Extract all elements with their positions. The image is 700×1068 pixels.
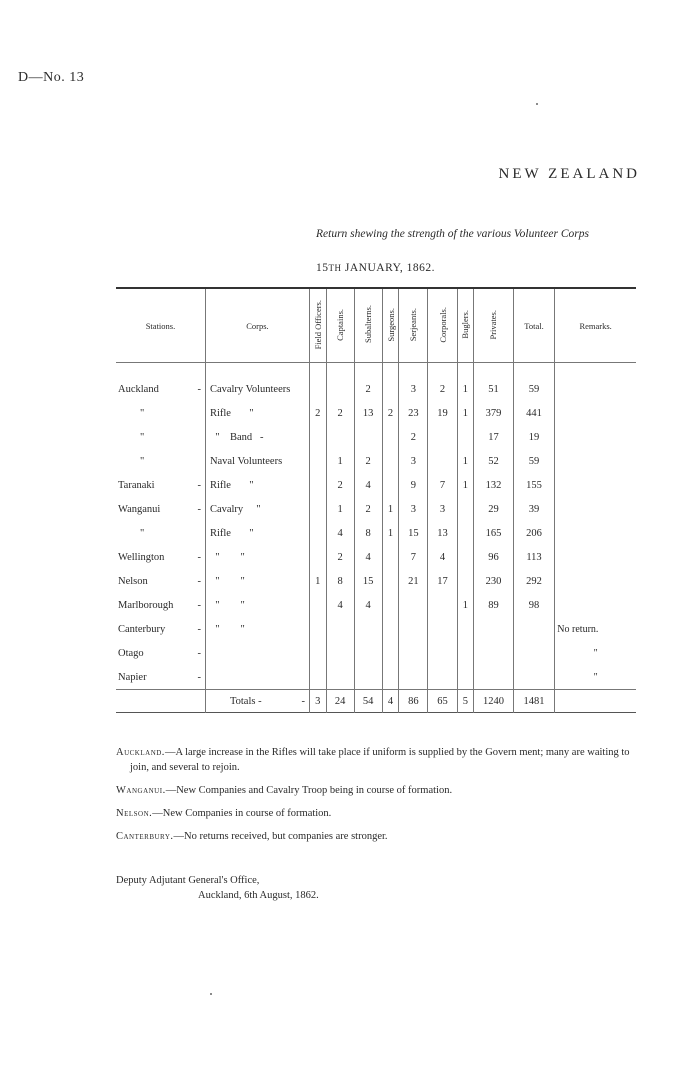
subalterns-cell: 8 bbox=[354, 521, 382, 545]
serjeants-cell bbox=[399, 641, 428, 665]
corps-cell bbox=[205, 641, 309, 665]
corporals-cell: 13 bbox=[428, 521, 457, 545]
field-officers-cell bbox=[309, 521, 326, 545]
serjeants-cell bbox=[399, 617, 428, 641]
totals-label: Totals - - bbox=[205, 690, 309, 713]
signature-office: Deputy Adjutant General's Office, bbox=[116, 875, 260, 886]
surgeons-cell bbox=[382, 363, 399, 402]
privates-cell bbox=[474, 617, 514, 641]
note-text: —A large increase in the Rifles will take place if uniform is supplied by the Govern ment; many are waiting to join, and several to rejoin. bbox=[130, 747, 630, 773]
document-number: D—No. 13 bbox=[18, 70, 85, 85]
buglers-cell bbox=[457, 497, 474, 521]
totals-station-cell bbox=[116, 690, 205, 713]
total-cell bbox=[513, 641, 555, 665]
station-cell: " bbox=[140, 407, 145, 419]
note-paragraph bbox=[116, 745, 646, 775]
surgeons-cell bbox=[382, 473, 399, 497]
buglers-cell bbox=[457, 521, 474, 545]
header-subalterns: Subalterns. bbox=[354, 288, 382, 363]
surgeons-cell bbox=[382, 665, 399, 690]
captains-cell bbox=[326, 617, 354, 641]
corporals-cell bbox=[428, 617, 457, 641]
serjeants-cell: 2 bbox=[399, 425, 428, 449]
serjeants-cell: 3 bbox=[399, 497, 428, 521]
corps-cell: " Band - bbox=[205, 425, 309, 449]
table-row bbox=[116, 363, 636, 402]
totals-field-officers: 3 bbox=[309, 690, 326, 713]
corps-cell: Naval Volunteers bbox=[205, 449, 309, 473]
header-corps: Corps. bbox=[205, 288, 309, 363]
table-row bbox=[116, 521, 636, 545]
total-cell: 206 bbox=[513, 521, 555, 545]
note-heading: Auckland. bbox=[116, 747, 165, 758]
note-text: —New Companies in course of formation. bbox=[152, 808, 332, 819]
remarks-cell bbox=[555, 401, 636, 425]
subalterns-cell: 15 bbox=[354, 569, 382, 593]
corporals-cell: 3 bbox=[428, 497, 457, 521]
serjeants-cell: 3 bbox=[399, 363, 428, 402]
remarks-cell bbox=[555, 521, 636, 545]
remarks-cell: " bbox=[555, 641, 636, 665]
field-officers-cell bbox=[309, 425, 326, 449]
header-privates: Privates. bbox=[474, 288, 514, 363]
field-officers-cell bbox=[309, 363, 326, 402]
subalterns-cell: 13 bbox=[354, 401, 382, 425]
totals-serjeants: 86 bbox=[399, 690, 428, 713]
table-row bbox=[116, 593, 636, 617]
remarks-cell bbox=[555, 449, 636, 473]
captains-cell: 4 bbox=[326, 593, 354, 617]
subalterns-cell: 2 bbox=[354, 497, 382, 521]
corps-cell: " " bbox=[205, 593, 309, 617]
corporals-cell: 2 bbox=[428, 363, 457, 402]
return-date bbox=[316, 262, 435, 274]
total-cell: 59 bbox=[513, 363, 555, 402]
privates-cell bbox=[474, 641, 514, 665]
totals-remarks bbox=[555, 690, 636, 713]
total-cell: 292 bbox=[513, 569, 555, 593]
signature-place-date: Auckland, 6th August, 1862. bbox=[198, 890, 319, 901]
corporals-cell: 4 bbox=[428, 545, 457, 569]
captains-cell bbox=[326, 665, 354, 690]
buglers-cell: 1 bbox=[457, 593, 474, 617]
captains-cell bbox=[326, 641, 354, 665]
station-cell: Wanganui - bbox=[118, 503, 201, 515]
header-corporals: Corporals. bbox=[428, 288, 457, 363]
field-officers-cell bbox=[309, 617, 326, 641]
buglers-cell bbox=[457, 665, 474, 690]
serjeants-cell: 3 bbox=[399, 449, 428, 473]
field-officers-cell: 1 bbox=[309, 569, 326, 593]
corporals-cell: 19 bbox=[428, 401, 457, 425]
signature-block bbox=[116, 873, 319, 903]
station-cell: Taranaki - bbox=[118, 479, 201, 491]
corps-cell: Rifle " bbox=[205, 473, 309, 497]
header-stations: Stations. bbox=[116, 288, 205, 363]
header-surgeons: Surgeons. bbox=[382, 288, 399, 363]
total-cell: 98 bbox=[513, 593, 555, 617]
date-month-year: JANUARY, 1862. bbox=[344, 262, 436, 274]
note-text: —New Companies and Cavalry Troop being in course of formation. bbox=[165, 785, 453, 796]
table-row bbox=[116, 497, 636, 521]
corporals-cell: 7 bbox=[428, 473, 457, 497]
note-heading: Canterbury. bbox=[116, 831, 174, 842]
remarks-cell: No return. bbox=[555, 617, 636, 641]
totals-subalterns: 54 bbox=[354, 690, 382, 713]
subalterns-cell: 2 bbox=[354, 449, 382, 473]
corps-cell: " " bbox=[205, 617, 309, 641]
totals-privates: 1240 bbox=[474, 690, 514, 713]
captains-cell: 2 bbox=[326, 401, 354, 425]
remarks-cell bbox=[555, 545, 636, 569]
header-total: Total. bbox=[513, 288, 555, 363]
subalterns-cell bbox=[354, 665, 382, 690]
buglers-cell bbox=[457, 545, 474, 569]
surgeons-cell bbox=[382, 617, 399, 641]
table-header-row bbox=[116, 288, 636, 363]
table-row bbox=[116, 665, 636, 690]
remarks-cell bbox=[555, 473, 636, 497]
corporals-cell bbox=[428, 641, 457, 665]
table-row bbox=[116, 401, 636, 425]
buglers-cell: 1 bbox=[457, 363, 474, 402]
captains-cell: 2 bbox=[326, 545, 354, 569]
remarks-cell: " bbox=[555, 665, 636, 690]
serjeants-cell: 23 bbox=[399, 401, 428, 425]
field-officers-cell bbox=[309, 545, 326, 569]
print-speck bbox=[536, 103, 538, 105]
country-heading: NEW ZEALAND bbox=[498, 166, 640, 182]
total-cell: 113 bbox=[513, 545, 555, 569]
buglers-cell: 1 bbox=[457, 449, 474, 473]
date-day: 15 bbox=[316, 262, 329, 274]
table-row bbox=[116, 449, 636, 473]
buglers-cell bbox=[457, 425, 474, 449]
corporals-cell bbox=[428, 665, 457, 690]
field-officers-cell bbox=[309, 641, 326, 665]
captains-cell: 8 bbox=[326, 569, 354, 593]
notes-section bbox=[116, 745, 646, 852]
captains-cell bbox=[326, 425, 354, 449]
total-cell: 19 bbox=[513, 425, 555, 449]
station-cell: Canterbury - bbox=[118, 623, 201, 635]
buglers-cell bbox=[457, 641, 474, 665]
surgeons-cell: 1 bbox=[382, 497, 399, 521]
station-cell: Otago - bbox=[118, 647, 201, 659]
totals-corporals: 65 bbox=[428, 690, 457, 713]
table-row bbox=[116, 569, 636, 593]
privates-cell: 379 bbox=[474, 401, 514, 425]
station-cell: " bbox=[140, 527, 145, 539]
privates-cell bbox=[474, 665, 514, 690]
table-row bbox=[116, 617, 636, 641]
header-buglers: Buglers. bbox=[457, 288, 474, 363]
field-officers-cell: 2 bbox=[309, 401, 326, 425]
totals-buglers: 5 bbox=[457, 690, 474, 713]
surgeons-cell bbox=[382, 449, 399, 473]
surgeons-cell bbox=[382, 569, 399, 593]
date-ordinal: TH bbox=[328, 263, 342, 273]
total-cell: 59 bbox=[513, 449, 555, 473]
subalterns-cell: 4 bbox=[354, 473, 382, 497]
privates-cell: 52 bbox=[474, 449, 514, 473]
field-officers-cell bbox=[309, 665, 326, 690]
note-heading: Wanganui. bbox=[116, 785, 166, 796]
table-row bbox=[116, 473, 636, 497]
captains-cell: 2 bbox=[326, 473, 354, 497]
corporals-cell bbox=[428, 425, 457, 449]
serjeants-cell: 9 bbox=[399, 473, 428, 497]
return-subtitle: Return shewing the strength of the various Volunteer Corps bbox=[316, 228, 590, 240]
note-paragraph bbox=[116, 783, 646, 798]
note-text: —No returns received, but companies are stronger. bbox=[173, 831, 388, 842]
subalterns-cell bbox=[354, 425, 382, 449]
note-heading: Nelson. bbox=[116, 808, 153, 819]
surgeons-cell bbox=[382, 593, 399, 617]
field-officers-cell bbox=[309, 449, 326, 473]
corps-cell: Cavalry Volunteers bbox=[205, 363, 309, 402]
subalterns-cell: 2 bbox=[354, 363, 382, 402]
surgeons-cell bbox=[382, 425, 399, 449]
corps-cell: " " bbox=[205, 569, 309, 593]
table-row bbox=[116, 641, 636, 665]
surgeons-cell bbox=[382, 641, 399, 665]
remarks-cell bbox=[555, 425, 636, 449]
privates-cell: 165 bbox=[474, 521, 514, 545]
note-paragraph bbox=[116, 829, 646, 844]
station-cell: Marlborough - bbox=[118, 599, 201, 611]
remarks-cell bbox=[555, 569, 636, 593]
print-speck bbox=[210, 993, 212, 995]
corporals-cell: 17 bbox=[428, 569, 457, 593]
buglers-cell bbox=[457, 617, 474, 641]
station-cell: " bbox=[140, 455, 145, 467]
total-cell: 39 bbox=[513, 497, 555, 521]
header-field-officers: Field Officers. bbox=[309, 288, 326, 363]
privates-cell: 230 bbox=[474, 569, 514, 593]
buglers-cell: 1 bbox=[457, 401, 474, 425]
field-officers-cell bbox=[309, 497, 326, 521]
captains-cell: 1 bbox=[326, 497, 354, 521]
station-cell: Auckland - bbox=[118, 383, 201, 395]
corps-cell: Rifle " bbox=[205, 521, 309, 545]
corporals-cell bbox=[428, 593, 457, 617]
station-cell: " bbox=[140, 431, 145, 443]
station-cell: Nelson - bbox=[118, 575, 201, 587]
header-captains: Captains. bbox=[326, 288, 354, 363]
total-cell: 155 bbox=[513, 473, 555, 497]
header-serjeants: Serjeants. bbox=[399, 288, 428, 363]
serjeants-cell bbox=[399, 665, 428, 690]
note-paragraph bbox=[116, 806, 646, 821]
totals-surgeons: 4 bbox=[382, 690, 399, 713]
buglers-cell: 1 bbox=[457, 473, 474, 497]
privates-cell: 51 bbox=[474, 363, 514, 402]
corps-cell: Rifle " bbox=[205, 401, 309, 425]
totals-row bbox=[116, 690, 636, 713]
subalterns-cell: 4 bbox=[354, 545, 382, 569]
captains-cell: 1 bbox=[326, 449, 354, 473]
totals-captains: 24 bbox=[326, 690, 354, 713]
subalterns-cell bbox=[354, 617, 382, 641]
surgeons-cell: 1 bbox=[382, 521, 399, 545]
station-cell: Napier - bbox=[118, 671, 201, 683]
station-cell: Wellington - bbox=[118, 551, 201, 563]
privates-cell: 89 bbox=[474, 593, 514, 617]
table-row bbox=[116, 545, 636, 569]
corps-cell: Cavalry " bbox=[205, 497, 309, 521]
remarks-cell bbox=[555, 497, 636, 521]
table-row bbox=[116, 425, 636, 449]
serjeants-cell: 21 bbox=[399, 569, 428, 593]
serjeants-cell: 7 bbox=[399, 545, 428, 569]
corps-cell: " " bbox=[205, 545, 309, 569]
remarks-cell bbox=[555, 363, 636, 402]
corporals-cell bbox=[428, 449, 457, 473]
privates-cell: 96 bbox=[474, 545, 514, 569]
remarks-cell bbox=[555, 593, 636, 617]
privates-cell: 132 bbox=[474, 473, 514, 497]
captains-cell: 4 bbox=[326, 521, 354, 545]
surgeons-cell bbox=[382, 545, 399, 569]
buglers-cell bbox=[457, 569, 474, 593]
privates-cell: 17 bbox=[474, 425, 514, 449]
subalterns-cell: 4 bbox=[354, 593, 382, 617]
volunteer-strength-table bbox=[116, 287, 636, 713]
field-officers-cell bbox=[309, 593, 326, 617]
total-cell: 441 bbox=[513, 401, 555, 425]
totals-total: 1481 bbox=[513, 690, 555, 713]
total-cell bbox=[513, 617, 555, 641]
subalterns-cell bbox=[354, 641, 382, 665]
field-officers-cell bbox=[309, 473, 326, 497]
corps-cell bbox=[205, 665, 309, 690]
header-remarks: Remarks. bbox=[555, 288, 636, 363]
serjeants-cell bbox=[399, 593, 428, 617]
captains-cell bbox=[326, 363, 354, 402]
total-cell bbox=[513, 665, 555, 690]
serjeants-cell: 15 bbox=[399, 521, 428, 545]
surgeons-cell: 2 bbox=[382, 401, 399, 425]
privates-cell: 29 bbox=[474, 497, 514, 521]
